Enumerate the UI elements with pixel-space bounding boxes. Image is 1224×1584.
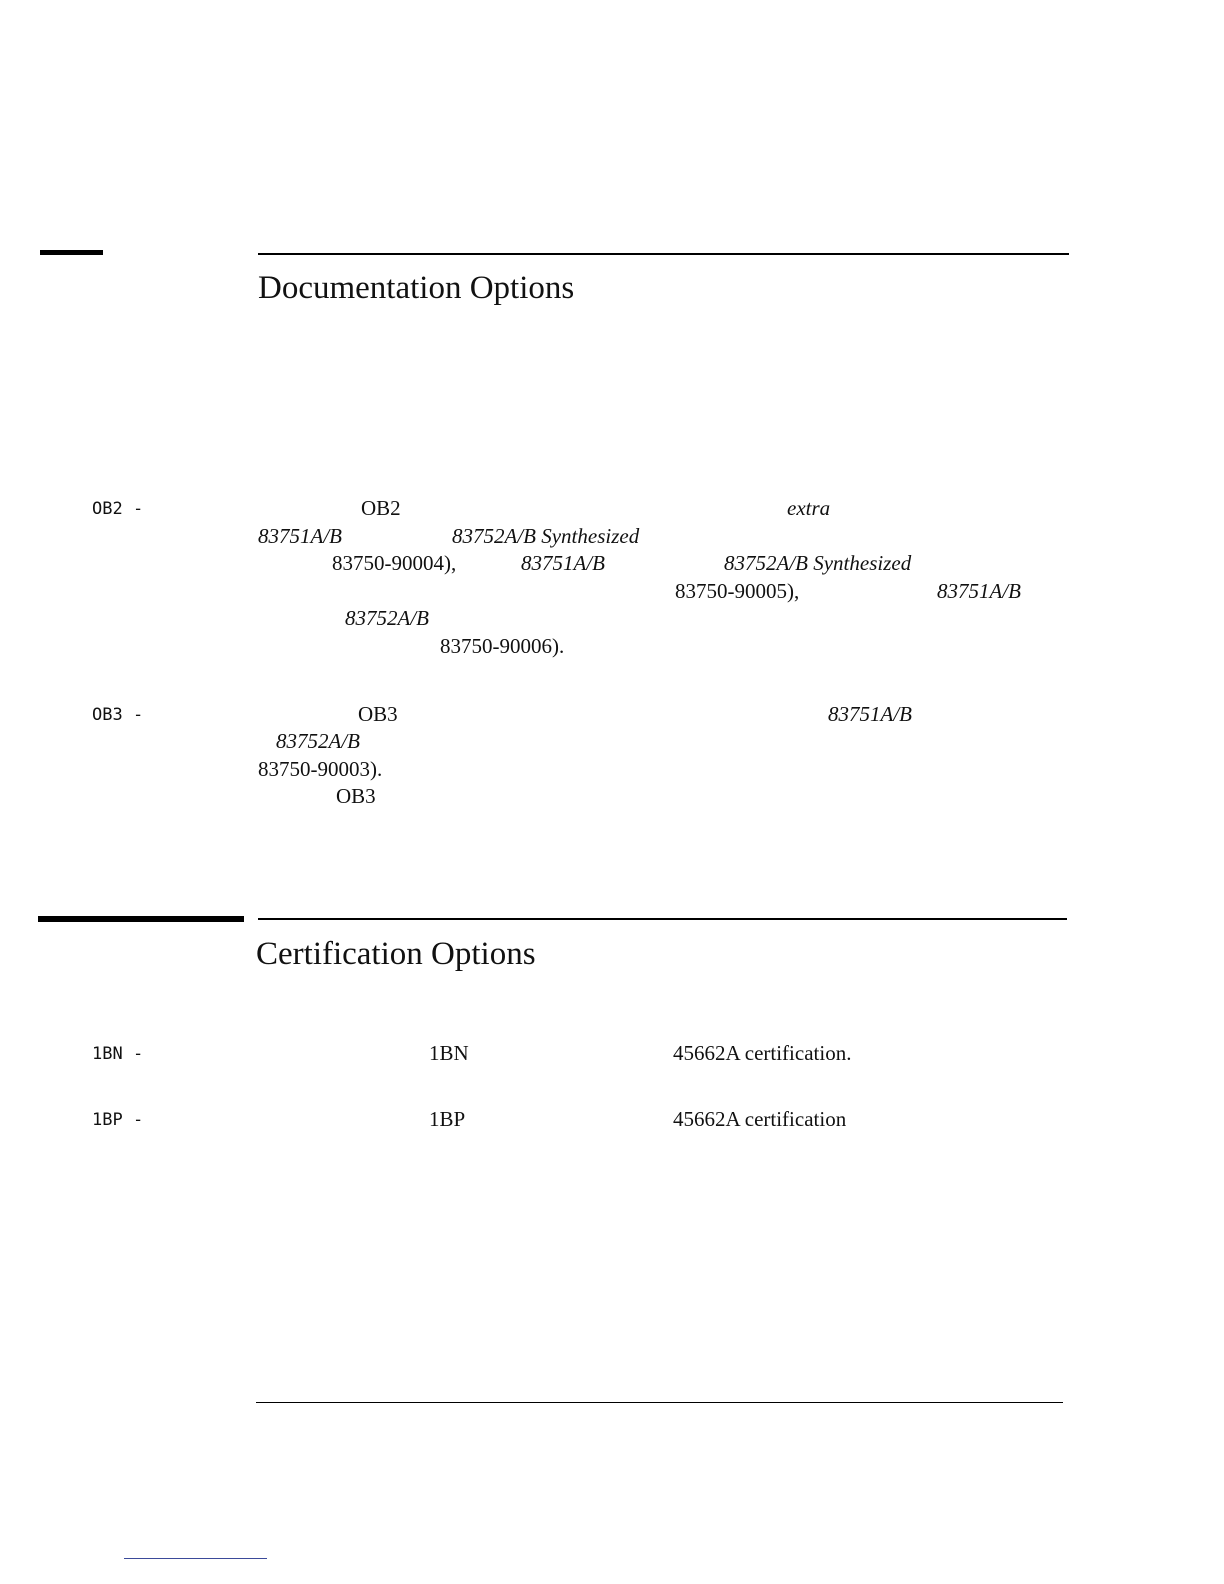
margin-tab-marker-1 bbox=[40, 250, 103, 255]
ob2-option-name: OB2 bbox=[361, 496, 401, 520]
ob2-model-5: 83751A/B bbox=[937, 579, 1021, 603]
ob2-model-3: 83751A/B bbox=[521, 551, 605, 575]
option-code-ob3: OB3 - bbox=[92, 705, 144, 725]
option-code-1bn: 1BN - bbox=[92, 1044, 144, 1064]
ob2-model-1: 83751A/B bbox=[258, 524, 342, 548]
ob2-model-4: 83752A/B Synthesized bbox=[724, 551, 912, 575]
1bp-description: 45662A certification bbox=[673, 1107, 847, 1131]
ob2-model-2: 83752A/B Synthesized bbox=[452, 524, 640, 548]
section-rule-certification bbox=[258, 918, 1067, 920]
ob2-model-6: 83752A/B bbox=[345, 606, 429, 630]
1bp-option-name: 1BP bbox=[429, 1107, 466, 1131]
ob3-part-number: 83750-90003). bbox=[258, 757, 383, 781]
1bn-option-name: 1BN bbox=[429, 1041, 469, 1065]
option-code-1bp: 1BP - bbox=[92, 1110, 144, 1130]
1bn-description: 45662A certification. bbox=[673, 1041, 852, 1065]
ob2-part-number-3: 83750-90006). bbox=[440, 634, 565, 658]
footer-rule bbox=[256, 1402, 1063, 1403]
ob3-model-1: 83751A/B bbox=[828, 702, 912, 726]
page-bottom-mark bbox=[124, 1558, 267, 1559]
margin-tab-marker-2 bbox=[38, 916, 244, 922]
section-rule-documentation bbox=[258, 253, 1069, 255]
ob3-option-name-repeat: OB3 bbox=[336, 784, 376, 808]
ob2-part-number-2: 83750-90005), bbox=[675, 579, 800, 603]
section-title-documentation: Documentation Options bbox=[258, 270, 575, 306]
section-title-certification: Certification Options bbox=[256, 936, 536, 972]
ob2-extra-word: extra bbox=[787, 496, 831, 520]
option-code-ob2: OB2 - bbox=[92, 499, 144, 519]
ob3-model-2: 83752A/B bbox=[276, 729, 360, 753]
ob2-part-number-1: 83750-90004), bbox=[332, 551, 457, 575]
ob3-option-name: OB3 bbox=[358, 702, 398, 726]
